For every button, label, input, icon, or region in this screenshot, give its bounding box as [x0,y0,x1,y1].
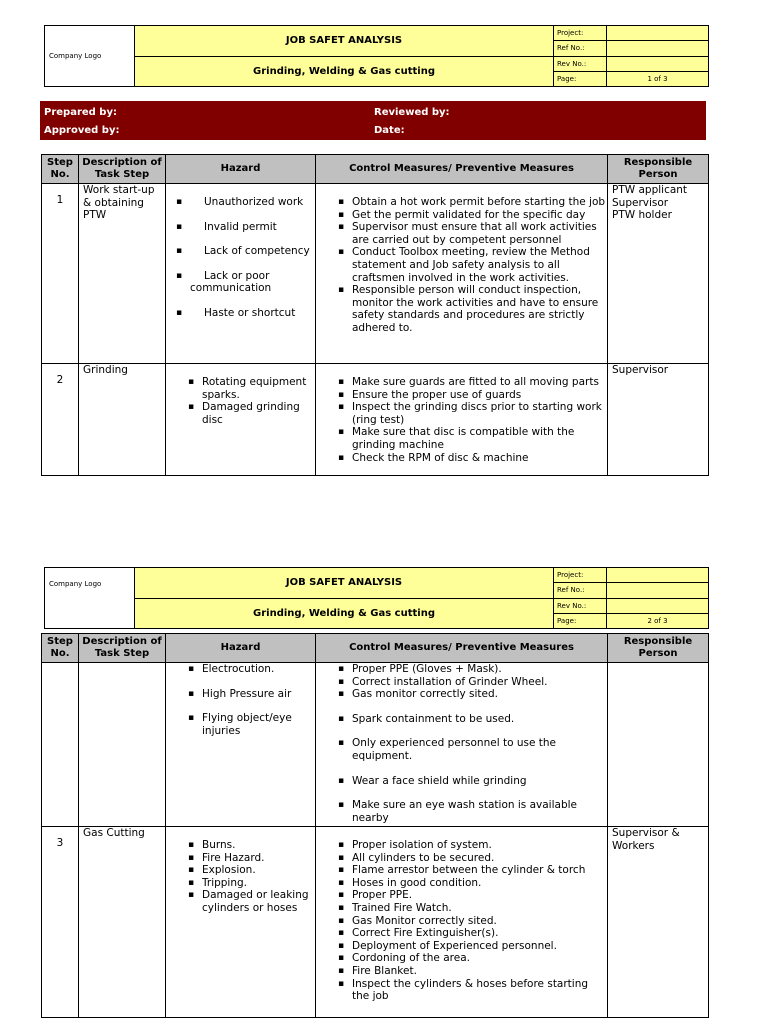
col-responsible: Responsible Person [608,634,709,663]
task-description: Grinding [79,364,166,476]
table-row [42,184,709,364]
list-item: ▪ Damaged or leaking cylinders or hoses [202,889,315,914]
list-item: ▪ Proper PPE (Gloves + Mask). [352,663,607,676]
table-header-row [42,634,709,663]
list-item: ▪ Deployment of Experienced personnel. [352,940,607,953]
list-item: ▪ Trained Fire Watch. [352,902,607,915]
reviewed-by-label: Reviewed by: [374,107,450,118]
date-label: Date: [374,125,405,136]
step-number-empty [42,663,79,827]
document-subtitle: Grinding, Welding & Gas cutting [135,56,554,87]
list-item: ▪ Fire Hazard. [202,852,315,865]
ref-value [607,41,709,56]
table-row [42,663,709,827]
col-description: Description of Task Step [79,634,166,663]
document-title: JOB SAFET ANALYSIS [135,26,554,57]
step-number: 1 [42,184,79,364]
list-item: ▪ Gas monitor correctly sited. [352,688,607,701]
task-description: Work start-up & obtaining PTW [79,184,166,364]
ref-label: Ref No.: [554,583,607,598]
page-number: 2 of 3 [607,613,709,628]
responsible-cell [608,184,709,364]
responsible-person: Supervisor [612,196,669,209]
company-logo: Company Logo [45,26,135,87]
signature-bar [40,101,706,140]
control-measures-cell [316,184,608,364]
list-item: ▪ Flame arrestor between the cylinder & torch [352,864,607,877]
rev-label: Rev No.: [554,56,607,71]
list-item: ▪ Haste or shortcut [190,307,315,320]
header-block-page1 [44,25,709,87]
step-number: 3 [42,827,79,1018]
list-item: ▪ Supervisor must ensure that all work activities are carried out by competent personnel [352,221,607,246]
jsa-table-page1 [41,154,709,476]
responsible-cell-empty [608,663,709,827]
responsible-person: Supervisor & Workers [608,827,709,1018]
list-item: ▪ Cordoning of the area. [352,952,607,965]
header-block-page2 [44,567,709,629]
col-control-measures: Control Measures/ Preventive Measures [316,634,608,663]
rev-label: Rev No.: [554,598,607,613]
step-number: 2 [42,364,79,476]
list-item: ▪ All cylinders to be secured. [352,852,607,865]
list-item: ▪ Spark containment to be used. [352,713,607,726]
list-item: ▪ Ensure the proper use of guards [352,389,607,402]
list-item: ▪ Inspect the grinding discs prior to starting work (ring test) [352,401,607,426]
list-item: ▪ Tripping. [202,877,315,890]
hazard-cell [166,663,316,827]
responsible-person: PTW holder [612,209,672,222]
col-hazard: Hazard [166,155,316,184]
list-item: ▪ Correct Fire Extinguisher(s). [352,927,607,940]
list-item: ▪ Inspect the cylinders & hoses before starting the job [352,978,607,1003]
list-item: ▪ Explosion. [202,864,315,877]
list-item: ▪ Make sure an eye wash station is available nearby [352,799,607,824]
document-title: JOB SAFET ANALYSIS [135,568,554,599]
ref-value [607,583,709,598]
list-item: ▪ Hoses in good condition. [352,877,607,890]
hazard-cell [166,827,316,1018]
list-item: ▪ Burns. [202,839,315,852]
control-measures-cell [316,364,608,476]
hazard-cell [166,364,316,476]
list-item: ▪ Wear a face shield while grinding [352,775,607,788]
project-value [607,26,709,41]
list-item: ▪ Flying object/eye injuries [202,712,315,737]
col-responsible: Responsible Person [608,155,709,184]
table-row [42,364,709,476]
list-item: ▪ Correct installation of Grinder Wheel. [352,676,607,689]
col-step: Step No. [42,155,79,184]
list-item: ▪ Lack of competency [190,245,315,258]
list-item: ▪ Make sure guards are fitted to all moving parts [352,376,607,389]
rev-value [607,598,709,613]
list-item: ▪ Unauthorized work [190,196,315,209]
list-item: ▪ Proper isolation of system. [352,839,607,852]
document-subtitle: Grinding, Welding & Gas cutting [135,598,554,629]
rev-value [607,56,709,71]
list-item: ▪ Electrocution. [202,663,315,676]
list-item: ▪ Proper PPE. [352,889,607,902]
company-logo: Company Logo [45,568,135,629]
list-item: ▪ Gas Monitor correctly sited. [352,915,607,928]
page-number: 1 of 3 [607,71,709,86]
table-row [42,827,709,1018]
list-item: ▪ Damaged grinding disc [202,401,315,426]
prepared-by-label: Prepared by: [44,107,117,118]
page-label: Page: [554,613,607,628]
list-item: ▪ Obtain a hot work permit before starting the job [352,196,607,209]
col-description: Description of Task Step [79,155,166,184]
ref-label: Ref No.: [554,41,607,56]
task-description-empty [79,663,166,827]
col-step: Step No. [42,634,79,663]
table-header-row [42,155,709,184]
list-item: ▪ Make sure that disc is compatible with the grinding machine [352,426,607,451]
list-item: ▪ Responsible person will conduct inspection, monitor the work activities and have to ensure safety standards and procedures are strictly adhered to. [352,284,607,334]
list-item: ▪ Conduct Toolbox meeting, review the Method statement and Job safety analysis to all craftsmen involved in the work activities. [352,246,607,284]
list-item: ▪ Fire Blanket. [352,965,607,978]
list-item: ▪ Only experienced personnel to use the equipment. [352,737,607,762]
responsible-person: Supervisor [608,364,709,476]
list-item: ▪ Get the permit validated for the specific day [352,209,607,222]
task-description: Gas Cutting [79,827,166,1018]
list-item: ▪ Check the RPM of disc & machine [352,452,607,465]
approved-by-label: Approved by: [44,125,120,136]
control-measures-cell [316,663,608,827]
project-label: Project: [554,26,607,41]
project-label: Project: [554,568,607,583]
responsible-person: PTW applicant [612,184,688,196]
list-item: ▪ Lack or poor communication [190,270,315,295]
hazard-cell [166,184,316,364]
list-item: ▪ Rotating equipment sparks. [202,376,315,401]
col-hazard: Hazard [166,634,316,663]
page-label: Page: [554,71,607,86]
jsa-table-page2 [41,633,709,1018]
list-item: ▪ High Pressure air [202,688,315,701]
project-value [607,568,709,583]
list-item: ▪ Invalid permit [190,221,315,234]
col-control-measures: Control Measures/ Preventive Measures [316,155,608,184]
control-measures-cell [316,827,608,1018]
